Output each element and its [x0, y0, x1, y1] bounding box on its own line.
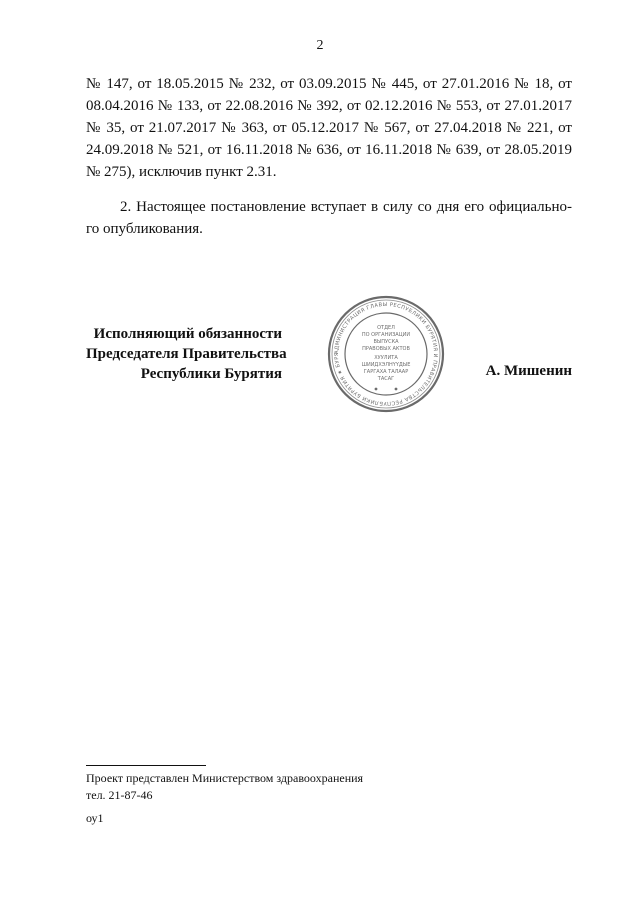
paragraph-line: 24.09.2018 № 521, от 16.11.2018 № 636, от 16.11.2018 № 639, от 28.05.2019 — [86, 142, 572, 158]
document-code: оу1 — [86, 811, 104, 825]
signatory-title — [86, 324, 287, 384]
footnote — [86, 770, 363, 804]
seal-text-line: ОТДЕЛ — [377, 325, 395, 331]
signatory-line: Республики Бурятия — [140, 366, 282, 382]
footnote-line: Проект представлен Министерством здравоохранения — [86, 771, 364, 785]
paragraph-line: № 35, от 21.07.2017 № 363, от 05.12.2017 № 567, от 27.04.2018 № 221, от — [86, 120, 572, 136]
page-number: 2 — [316, 38, 324, 53]
footnote-divider — [86, 765, 206, 766]
paragraph-line: 08.04.2016 № 133, от 22.08.2016 № 392, от 02.12.2016 № 553, от 27.01.2017 — [86, 98, 572, 114]
seal-text-line: ШИИДХЭЛНҮҮДЫЕ — [361, 362, 411, 368]
signatory-line: Исполняющий обязанности — [93, 326, 282, 342]
paragraph-line: го опубликования. — [86, 221, 203, 237]
seal-text-line: ХУУЛИТА — [374, 355, 398, 361]
paragraph-line: 2. Настоящее постановление вступает в силу со дня его официально- — [120, 199, 572, 215]
seal-text-line: ТАСАГ — [377, 376, 395, 382]
clause-2-paragraph — [86, 196, 572, 240]
continuation-paragraph — [86, 73, 572, 183]
paragraph-line: № 275), исключив пункт 2.31. — [86, 164, 277, 180]
footnote-line: тел. 21-87-46 — [86, 788, 153, 802]
signer-name: А. Мишенин — [485, 363, 572, 379]
seal-text-line: ПО ОРГАНИЗАЦИИ — [361, 332, 411, 338]
official-seal-stamp — [326, 295, 446, 413]
seal-text-line: ВЫПУСКА — [373, 339, 399, 345]
paragraph-line: № 147, от 18.05.2015 № 232, от 03.09.2015 № 445, от 27.01.2016 № 18, от — [86, 76, 572, 92]
seal-text-line: ПРАВОВЫХ АКТОВ — [362, 346, 410, 352]
svg-text:АДМИНИСТРАЦИЯ ГЛАВЫ РЕСПУБЛИКИ: АДМИНИСТРАЦИЯ ГЛАВЫ РЕСПУБЛИКИ БУРЯТИЯ И ПРАВИТЕЛЬСТВА РЕСПУБЛИКИ БУРЯТИЯ ★ БУРЯ — [333, 301, 439, 407]
seal-text-line: ГАРГАХА ТАЛААР — [363, 369, 409, 375]
signatory-line: Председателя Правительства — [86, 346, 287, 362]
